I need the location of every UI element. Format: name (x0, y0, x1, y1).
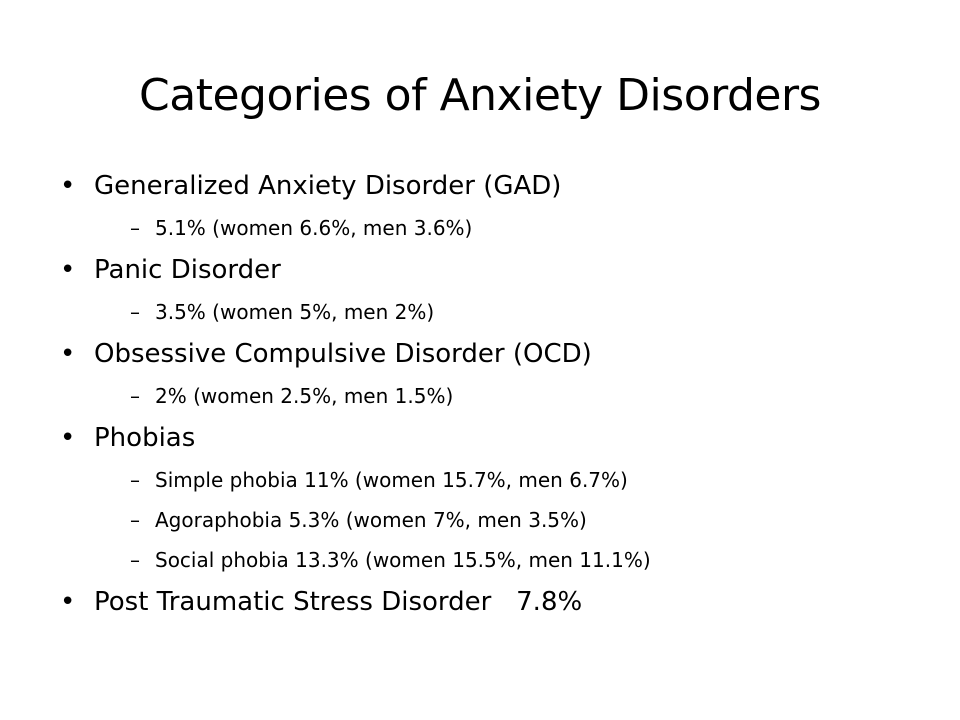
dash-icon: – (130, 468, 140, 492)
sub-item-text: Social phobia 13.3% (women 15.5%, men 11.1%) (155, 548, 651, 572)
sub-item-panic-stats (60, 292, 920, 332)
dash-icon: – (130, 300, 140, 324)
sub-item-text: 3.5% (women 5%, men 2%) (155, 300, 435, 324)
bullet-text: Panic Disorder (94, 255, 281, 285)
dash-icon: – (130, 548, 140, 572)
sub-item-agoraphobia (60, 500, 920, 540)
bullet-dot-icon: • (60, 339, 76, 369)
sub-item-text: Simple phobia 11% (women 15.7%, men 6.7%) (155, 468, 628, 492)
sub-item-simple-phobia (60, 460, 920, 500)
sub-item-gad-stats (60, 208, 920, 248)
slide-title: Categories of Anxiety Disorders (139, 70, 821, 121)
sub-item-text: 2% (women 2.5%, men 1.5%) (155, 384, 454, 408)
bullet-dot-icon: • (60, 171, 76, 201)
sub-item-text: 5.1% (women 6.6%, men 3.6%) (155, 216, 473, 240)
dash-icon: – (130, 384, 140, 408)
bullet-item-ocd (60, 332, 920, 376)
bullet-item-ptsd (60, 580, 920, 624)
bullet-dot-icon: • (60, 423, 76, 453)
bullet-text: Obsessive Compulsive Disorder (OCD) (94, 339, 592, 369)
sub-item-social-phobia (60, 540, 920, 580)
dash-icon: – (130, 216, 140, 240)
bullet-list (60, 164, 920, 624)
bullet-text: Phobias (94, 423, 196, 453)
bullet-text: Generalized Anxiety Disorder (GAD) (94, 171, 562, 201)
bullet-item-gad (60, 164, 920, 208)
bullet-item-panic (60, 248, 920, 292)
sub-item-text: Agoraphobia 5.3% (women 7%, men 3.5%) (155, 508, 587, 532)
bullet-dot-icon: • (60, 255, 76, 285)
bullet-dot-icon: • (60, 587, 76, 617)
dash-icon: – (130, 508, 140, 532)
sub-item-ocd-stats (60, 376, 920, 416)
bullet-item-phobias (60, 416, 920, 460)
bullet-text: Post Traumatic Stress Disorder 7.8% (94, 587, 583, 617)
